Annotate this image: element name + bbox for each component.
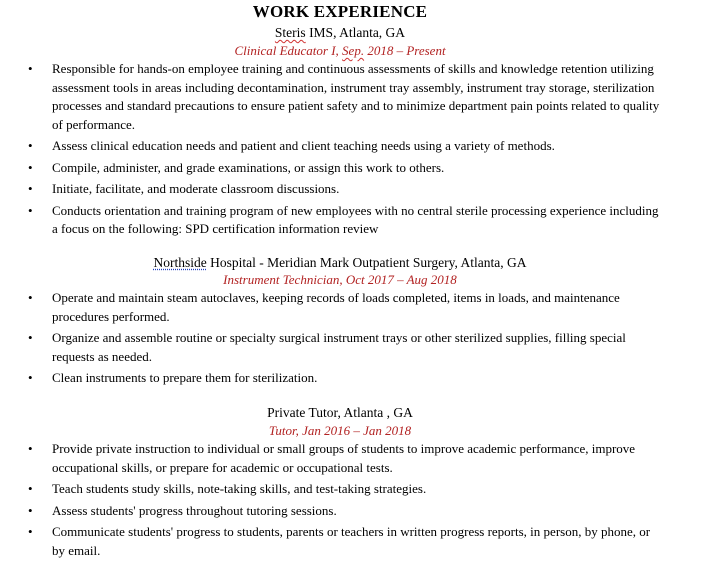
list-item: • Communicate students' progress to students, parents or teachers in written progress reports, in person, by phone, or by email. <box>28 524 651 558</box>
bullet-glyph: • <box>28 370 33 385</box>
job-2-org-location: Hospital - Meridian Mark Outpatient Surgery, Atlanta, GA <box>206 255 527 270</box>
job-1-org-location: IMS, Atlanta, GA <box>305 25 406 40</box>
list-item: • Initiate, facilitate, and moderate classroom discussions. <box>0 180 662 199</box>
section-title: WORK EXPERIENCE <box>252 2 428 21</box>
bullet-glyph: • <box>28 138 33 153</box>
bullet-glyph: • <box>28 481 33 496</box>
job-3-organization: Private Tutor, Atlanta , GA <box>267 405 413 420</box>
job-2-role: Instrument Technician, Oct 2017 – Aug 2018 <box>223 272 457 287</box>
bullet-glyph: • <box>28 61 33 76</box>
bullet-glyph: • <box>28 159 33 175</box>
bullet-glyph: • <box>28 181 33 196</box>
bullet-glyph: • <box>28 330 33 345</box>
bullet-glyph: • <box>28 202 33 218</box>
job-1-role-month: Sep. <box>342 43 365 58</box>
job-1-bullet-list <box>0 60 706 242</box>
job-2-org-name: Northside <box>153 255 207 270</box>
job-1-role: Clinical Educator I, Sep. 2018 – Present <box>234 43 446 58</box>
list-item: • Conducts orientation and training program of new employees with no central sterile processing experience including a focus on the following: SPD certification information review <box>28 202 659 236</box>
job-1-org-name: Steris <box>274 25 306 40</box>
bullet-glyph: • <box>28 502 33 518</box>
list-item: • Teach students study skills, note-taking skills, and test-taking strategies. <box>0 480 662 499</box>
job-2-organization <box>0 254 680 271</box>
list-item: • Provide private instruction to individual or small groups of students to improve academic performance, improve occupational skills, or prepare for academic or occupational tests. <box>28 441 636 475</box>
job-3-bullet-list <box>0 440 706 563</box>
bullet-glyph: • <box>28 441 33 456</box>
job-1-organization <box>0 24 680 41</box>
list-item: • Compile, administer, and grade examinations, or assign this work to others. <box>0 159 662 178</box>
job-3-role: Tutor, Jan 2016 – Jan 2018 <box>268 423 412 438</box>
list-item: • Clean instruments to prepare them for sterilization. <box>0 369 662 388</box>
list-item: • Organize and assemble routine or specialty surgical instrument trays or other sterilized supplies, filling special requests as needed. <box>28 330 626 364</box>
list-item: • Responsible for hands-on employee training and continuous assessments of skills and knowledge retention utilizing assessment tools in areas including decontamination, instrument tray assembly, instrument tray storage, sterilization processes and standard precautions to ensure patient safety and to minimize department pain points related to quality of performance. <box>28 61 660 132</box>
bullet-glyph: • <box>28 290 33 305</box>
bullet-glyph: • <box>28 524 33 539</box>
job-2-bullet-list <box>0 289 706 391</box>
list-item: • Assess clinical education needs and patient and client teaching needs using a variety of methods. <box>0 137 662 156</box>
list-item: • Assess students' progress throughout tutoring sessions. <box>0 502 662 521</box>
list-item: • Operate and maintain steam autoclaves, keeping records of loads completed, items in loads, and maintenance procedures performed. <box>28 290 620 324</box>
